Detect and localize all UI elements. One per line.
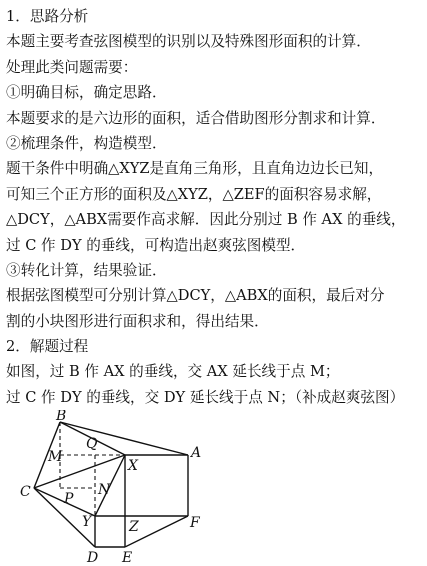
label-E: E xyxy=(122,550,133,566)
geometry-figure xyxy=(14,410,214,566)
text-line: 过 C 作 DY 的垂线，可构造出赵爽弦图模型． xyxy=(6,236,306,254)
text-line: △DCY，△ABX需要作高求解．因此分别过 B 作 AX 的垂线， xyxy=(6,211,406,229)
label-M: M xyxy=(48,449,63,465)
solution-text xyxy=(6,4,424,410)
label-A: A xyxy=(191,445,202,461)
label-X: X xyxy=(128,458,138,474)
text-line: 根据弦图模型可分别计算△DCY，△ABX的面积，最后对分 xyxy=(6,287,385,305)
text-line: 题干条件中明确△XYZ是直角三角形，且直角边边长已知， xyxy=(6,160,384,178)
label-N: N xyxy=(98,482,111,498)
label-P: P xyxy=(64,491,74,507)
text-line: 割的小块图形进行面积求和，得出结果． xyxy=(6,312,269,330)
step-heading: ①明确目标，确定思路． xyxy=(6,84,167,102)
label-Q: Q xyxy=(86,436,98,452)
label-C: C xyxy=(20,484,31,500)
label-D: D xyxy=(87,550,99,566)
text-line: 本题主要考查弦图模型的识别以及特殊图形面积的计算． xyxy=(6,33,371,51)
text-line: 处理此类问题需要： xyxy=(6,58,138,76)
segment-BA xyxy=(60,422,188,455)
text-line: 过 C 作 DY 的垂线，交 DY 延长线于点 N；（补成赵爽弦图） xyxy=(6,388,405,406)
label-B: B xyxy=(56,410,67,424)
text-line: 可知三个正方形的面积及△XYZ，△ZEF的面积容易求解， xyxy=(6,185,382,203)
label-F: F xyxy=(190,515,200,531)
section-heading-analysis: 1．思路分析 xyxy=(6,8,89,25)
section-heading-process: 2．解题过程 xyxy=(6,338,89,356)
step-heading: ③转化计算，结果验证． xyxy=(6,261,167,279)
zhao-shuang-diagram xyxy=(14,410,214,566)
step-heading: ②梳理条件，构造模型． xyxy=(6,134,167,152)
text-line: 如图，过 B 作 AX 的垂线，交 AX 延长线于点 M； xyxy=(6,363,340,381)
text-line: 本题要求的是六边形的面积，适合借助图形分割求和计算． xyxy=(6,109,386,127)
label-Z: Z xyxy=(129,519,139,535)
label-Y: Y xyxy=(82,514,92,530)
